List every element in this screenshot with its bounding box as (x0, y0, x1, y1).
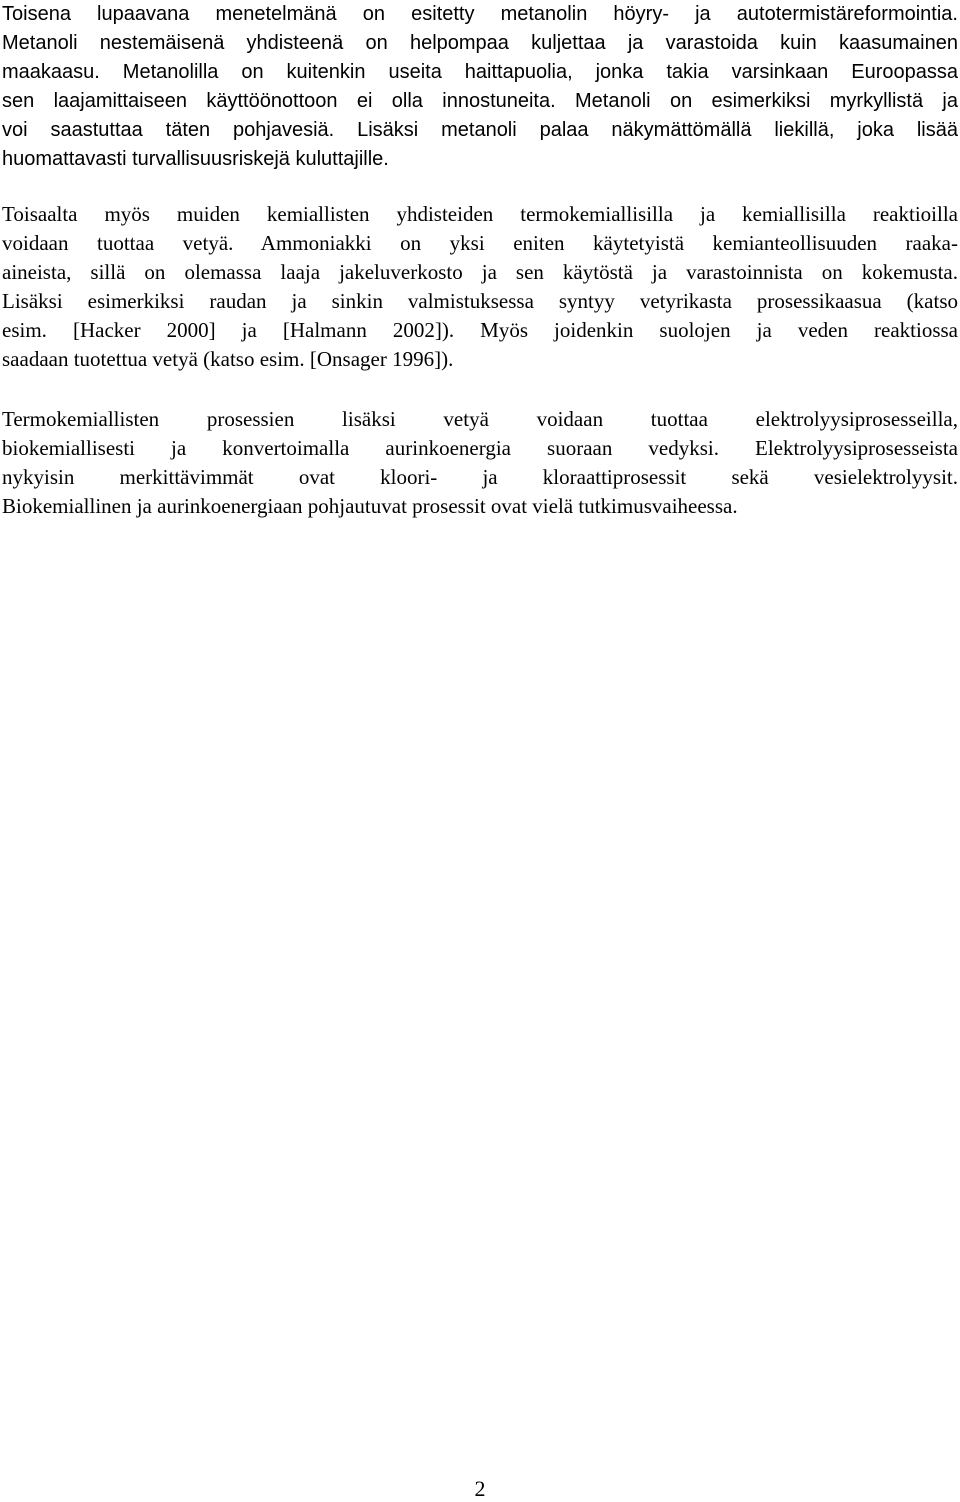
text-line: Metanoli nestemäisenä yhdisteenä on helpompaa kuljettaa ja varastoida kuin kaasumainen (2, 32, 958, 54)
text-line: maakaasu. Metanolilla on kuitenkin useita haittapuolia, jonka takia varsinkaan Euroopassa (2, 61, 958, 83)
text-line: Toisena lupaavana menetelmänä on esitetty metanolin höyry- ja autotermistäreformointia. (2, 3, 958, 25)
paragraph-chemical-compounds (2, 200, 958, 374)
text-line: aineista, sillä on olemassa laaja jakeluverkosto ja sen käytöstä ja varastoinnista on kokemusta. (2, 260, 958, 284)
text-line: biokemiallisesti ja konvertoimalla aurinkoenergia suoraan vedyksi. Elektrolyysiprosesseista (2, 436, 958, 460)
text-line: esim. [Hacker 2000] ja [Halmann 2002]). Myös joidenkin suolojen ja veden reaktiossa (2, 318, 958, 342)
page-number: 2 (474, 1476, 486, 1501)
text-line: Termokemiallisten prosessien lisäksi vetyä voidaan tuottaa elektrolyysiprosesseilla, (2, 407, 958, 431)
paragraph-methanol-reforming (2, 0, 958, 174)
text-line: saadaan tuotettua vetyä (katso esim. [Onsager 1996]). (2, 347, 454, 371)
text-line: Toisaalta myös muiden kemiallisten yhdisteiden termokemiallisilla ja kemiallisilla reaktioilla (2, 202, 958, 226)
text-line: sen laajamittaiseen käyttöönottoon ei olla innostuneita. Metanoli on esimerkiksi myrkyllistä ja (2, 90, 958, 112)
paragraph-electrolysis (2, 405, 958, 521)
text-line: Biokemiallinen ja aurinkoenergiaan pohjautuvat prosessit ovat vielä tutkimusvaiheessa. (2, 494, 738, 518)
text-line: voidaan tuottaa vetyä. Ammoniakki on yksi eniten käytetyistä kemianteollisuuden raaka- (2, 231, 958, 255)
text-line: Lisäksi esimerkiksi raudan ja sinkin valmistuksessa syntyy vetyrikasta prosessikaasua (katso (2, 289, 958, 313)
text-line: huomattavasti turvallisuusriskejä kuluttajille. (2, 148, 389, 170)
text-line: nykyisin merkittävimmät ovat kloori- ja kloraattiprosessit sekä vesielektrolyysit. (2, 465, 958, 489)
text-line: voi saastuttaa täten pohjavesiä. Lisäksi metanoli palaa näkymättömällä liekillä, joka lisää (2, 119, 958, 141)
